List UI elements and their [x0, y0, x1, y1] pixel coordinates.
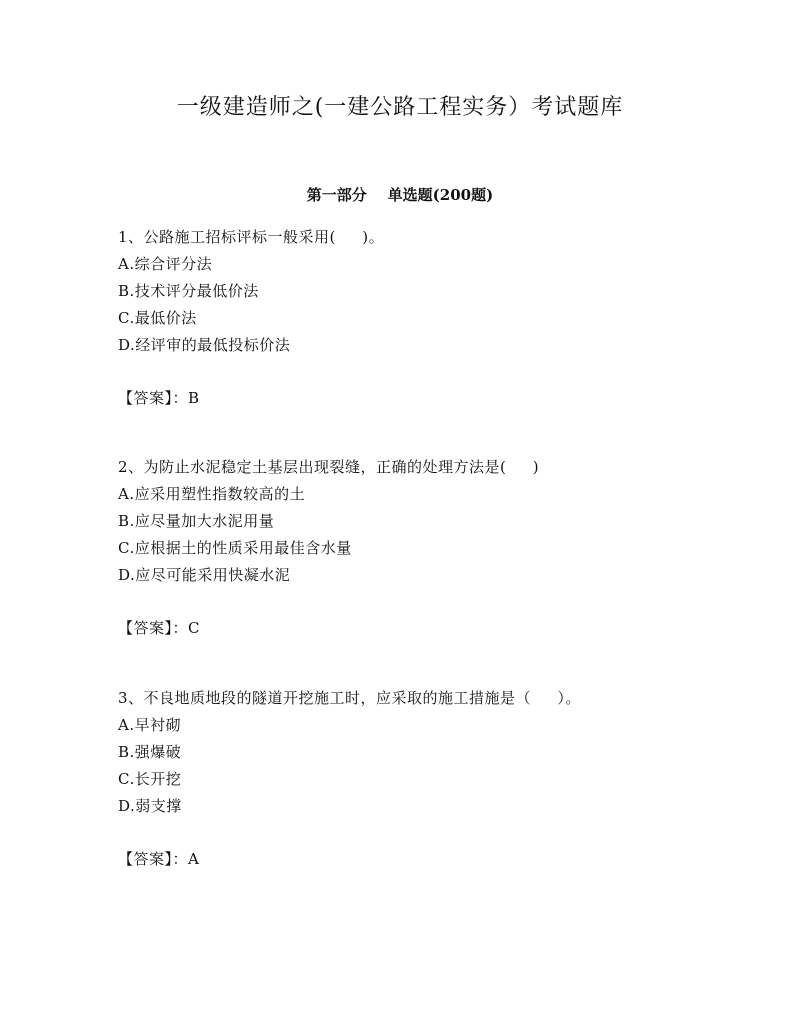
question-stem: 2、为防止水泥稳定土基层出现裂缝，正确的处理方法是( ) [118, 458, 540, 476]
option-d: D.弱支撑 [118, 797, 182, 815]
option-b: B.强爆破 [118, 743, 182, 761]
answer-line: 【答案】：C [118, 619, 200, 637]
option-a: A.早衬砌 [118, 716, 182, 734]
option-b: B.应尽量加大水泥用量 [118, 512, 275, 530]
question-stem: 3、不良地质地段的隧道开挖施工时，应采取的施工措施是（ ）。 [118, 689, 581, 707]
option-a: A.应采用塑性指数较高的土 [118, 485, 306, 503]
option-d: D.经评审的最低投标价法 [118, 336, 291, 354]
question-block [118, 224, 718, 412]
option-c: C.长开挖 [118, 770, 182, 788]
question-block [118, 454, 718, 642]
section-heading: 第一部分 单选题(200题) [306, 186, 494, 204]
question-block [118, 685, 718, 873]
option-c: C.应根据土的性质采用最佳含水量 [118, 539, 352, 557]
question-stem: 1、公路施工招标评标一般采用( )。 [118, 228, 385, 246]
document-title: 一级建造师之(一建公路工程实务）考试题库 [176, 95, 624, 120]
answer-line: 【答案】：B [118, 389, 200, 407]
option-a: A.综合评分法 [118, 255, 213, 273]
option-c: C.最低价法 [118, 309, 197, 327]
answer-line: 【答案】：A [118, 850, 200, 868]
option-d: D.应尽可能采用快凝水泥 [118, 566, 291, 584]
option-b: B.技术评分最低价法 [118, 282, 259, 300]
